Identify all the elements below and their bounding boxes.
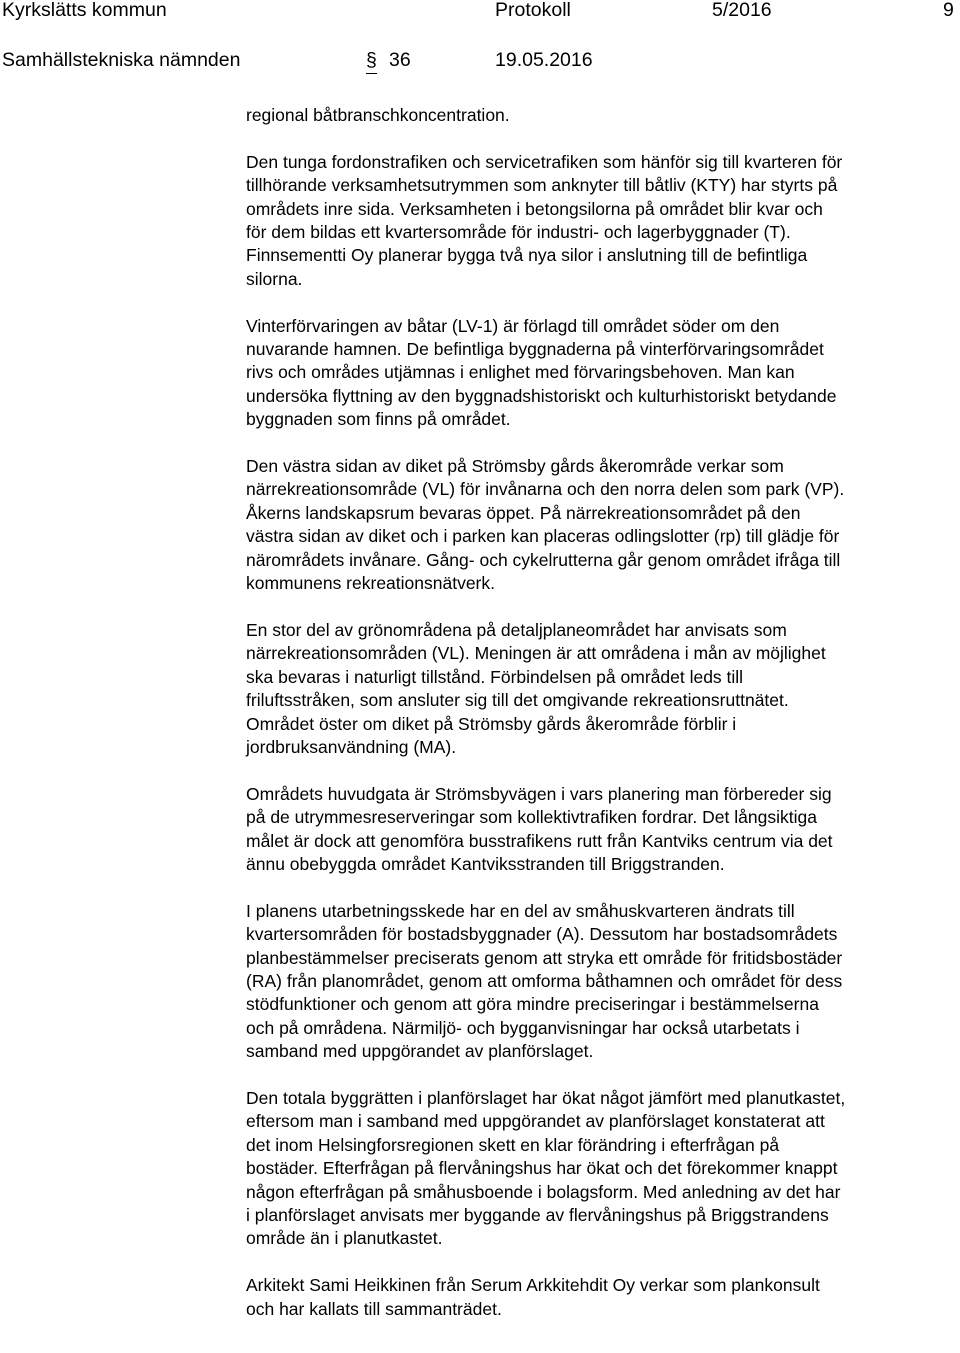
paragraph: Den västra sidan av diket på Strömsby gårds åkerområde verkar som närrekreationsområde (VL) för invånarna och den norra delen som park (VP). Åkerns landskapsrum bevaras öppet. På närrekreationsområdet på den västra sidan av diket och i parken kan placeras odlingslotter (rp) till glädje för närområdets invånare. Gång- och cykelrutterna går genom området ifråga till kommunens rekreationsnätverk.	[246, 456, 845, 594]
paragraph: Den totala byggrätten i planförslaget har ökat något jämfört med planutkastet, eftersom man i samband med uppgörandet av planförslaget konstaterat att det inom Helsingforsregionen skett en klar förändring i efterfrågan på bostäder. Efterfrågan på flervåningshus har ökat och det förekommer knappt någon efterfrågan på småhusboende i bolagsform. Med anledning av det har i planförslaget anvisats mer byggande av flervåningshus på Briggstrandens område än i planutkastet.	[246, 1087, 846, 1249]
issue-number: 5/2016	[712, 0, 772, 21]
document-type: Protokoll	[495, 0, 571, 21]
meeting-date: 19.05.2016	[495, 49, 593, 71]
paragraph: I planens utarbetningsskede har en del av småhuskvarteren ändrats till kvartersområden för bostadsbyggnader (A). Dessutom har bostadsområdets planbestämmelser preciserats genom att stryka ett område för fritidsbostäder (RA) från planområdet, genom att omforma båthamnen och området för dess stödfunktioner och genom att göra mindre preciseringar i bestämmelserna och på områdena. Närmiljö- och bygganvisningar har också utarbetats i samband med uppgörandet av planförslaget.	[246, 900, 843, 1062]
section-symbol: §	[366, 47, 377, 74]
page-number: 9	[943, 0, 954, 21]
protocol-body	[246, 104, 958, 1321]
paragraph: Områdets huvudgata är Strömsbyvägen i vars planering man förbereder sig på de utrymmesreserveringar som kollektivtrafiken fordrar. Det långsiktiga målet är dock att genomföra busstrafikens rutt från Kantviks centrum via det ännu obebyggda området Kantviksstranden till Briggstranden.	[246, 783, 833, 874]
paragraph: regional båtbranschkoncentration.	[246, 105, 510, 125]
committee-name: Samhällstekniska nämnden	[2, 49, 241, 71]
municipality-name: Kyrkslätts kommun	[2, 0, 167, 21]
paragraph: En stor del av grönområdena på detaljplaneområdet har anvisats som närrekreationsområden (VL). Meningen är att områdena i mån av möjlighet ska bevaras i naturligt tillstånd. Förbindelsen på området leds till friluftsstråken, som ansluter sig till det omgivande rekreationsruttnätet. Området öster om diket på Strömsby gårds åkerområde förblir i jordbruksanvändning (MA).	[246, 619, 826, 757]
paragraph: Arkitekt Sami Heikkinen från Serum Arkkitehdit Oy verkar som plankonsult och har kallats till sammanträdet.	[246, 1275, 820, 1319]
paragraph: Den tunga fordonstrafiken och servicetrafiken som hänför sig till kvarteren för tillhörande verksamhetsutrymmen som anknyter till båtliv (KTY) har styrts på områdets inre sida. Verksamheten i betongsilorna på området blir kvar och för dem bildas ett kvartersområde för industri- och lagerbyggnader (T). Finnsementti Oy planerar bygga två nya silor i anslutning till de befintliga silorna.	[246, 151, 843, 289]
section-number: 36	[389, 49, 411, 71]
paragraph: Vinterförvaringen av båtar (LV-1) är förlagd till området söder om den nuvarande hamnen. De befintliga byggnaderna på vinterförvaringsområdet rivs och områdes utjämnas i enlighet med förvaringsbehoven. Man kan undersöka flyttning av den byggnadshistoriskt och kulturhistoriskt betydande byggnaden som finns på området.	[246, 315, 837, 430]
